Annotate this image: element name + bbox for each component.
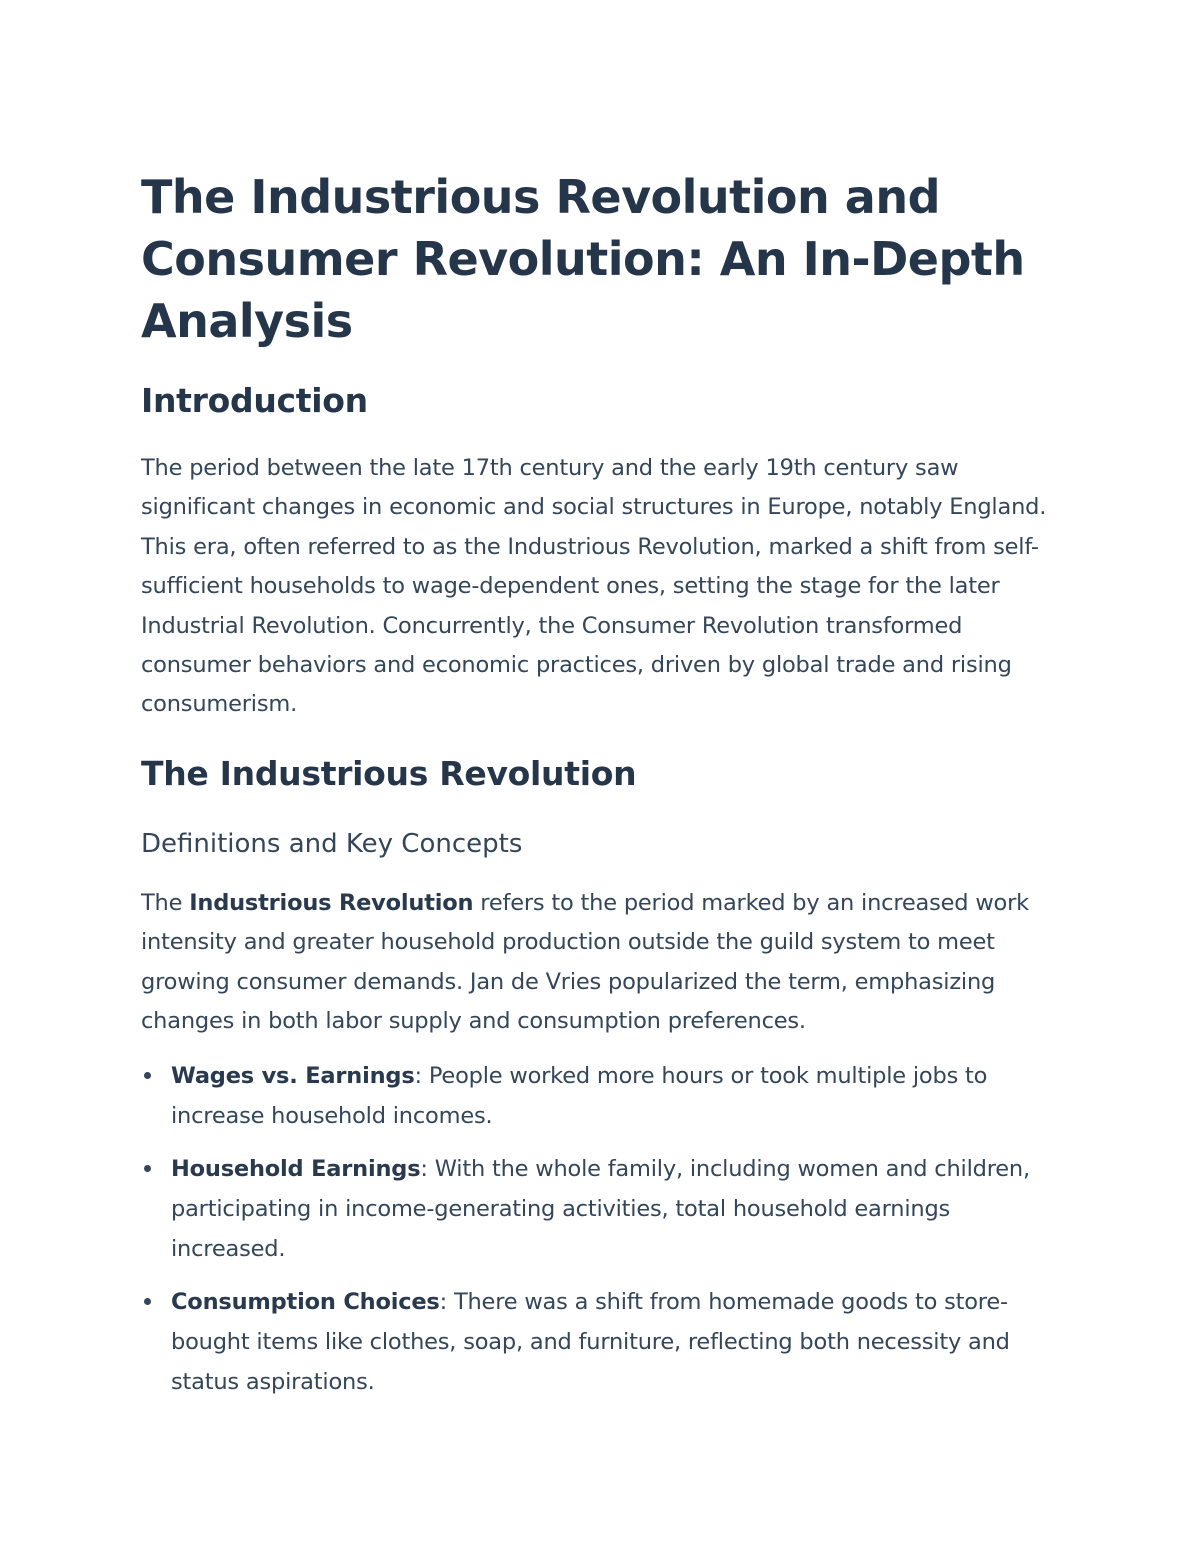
document-title: The Industrious Revolution and Consumer Revolution: An In-Depth Analysis — [141, 170, 1025, 348]
definition-paragraph — [141, 884, 1066, 1042]
list-item-text: : People worked more hours or took multiple jobs to increase household incomes. — [171, 1063, 988, 1129]
list-item-term: Wages vs. Earnings — [171, 1063, 415, 1089]
definition-pre: The — [141, 890, 190, 916]
list-item-text: : There was a shift from homemade goods to store-bought items like clothes, soap, and furniture, reflecting both necessity and status aspirations. — [171, 1289, 1010, 1395]
list-item-term: Household Earnings — [171, 1156, 421, 1182]
list-item-term: Consumption Choices — [171, 1289, 440, 1315]
bullet-icon — [144, 1072, 151, 1079]
heading-introduction: Introduction — [141, 381, 368, 420]
introduction-paragraph: The period between the late 17th century and the early 19th century saw significant changes in economic and social structures in Europe, notably England. This era, often referred to as the Industrious Revolution, marked a shift from self-sufficient households to wage-dependent ones, setting the stage for the later Industrial Revolution. Concurrently, the Consumer Revolution transformed consumer behaviors and economic practices, driven by global trade and rising consumerism. — [141, 455, 1047, 718]
list-item — [141, 1282, 1066, 1402]
heading-industrious-revolution: The Industrious Revolution — [141, 754, 637, 793]
list-item — [141, 1149, 1066, 1269]
subheading-definitions: Definitions and Key Concepts — [141, 829, 523, 859]
list-item — [141, 1056, 1066, 1136]
definition-post: refers to the period marked by an increased work intensity and greater household production outside the guild system to meet growing consumer demands. Jan de Vries popularized the term, emphasizing changes in both labor supply and consumption preferences. — [141, 890, 1029, 1035]
definition-term: Industrious Revolution — [189, 890, 474, 916]
bullet-icon — [144, 1165, 151, 1172]
key-concepts-list — [141, 1056, 1066, 1415]
list-item-text: : With the whole family, including women and children, participating in income-generating activities, total household earnings increased. — [171, 1156, 1030, 1262]
bullet-icon — [144, 1298, 151, 1305]
